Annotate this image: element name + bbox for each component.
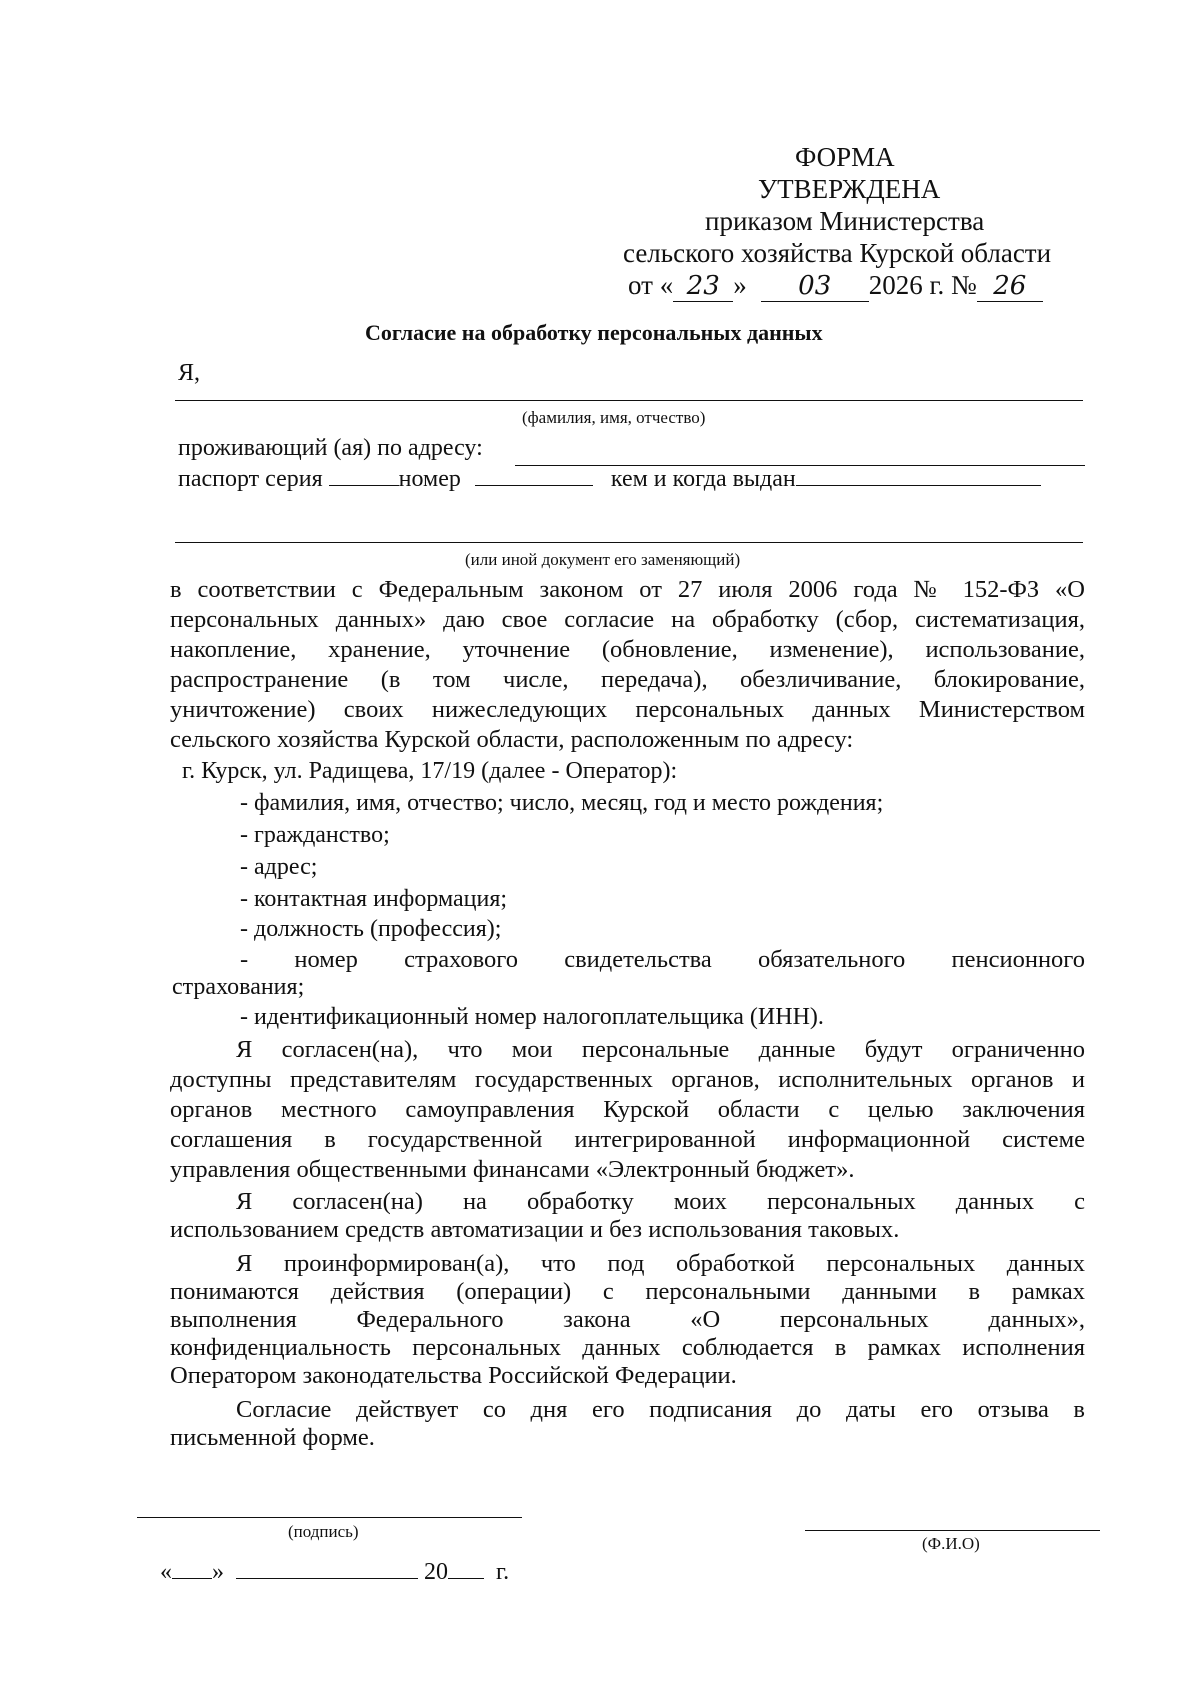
- p1-line-2: персональных данных» даю свое согласие на обработку (сбор, систематизация,: [170, 606, 1085, 633]
- list-item: - должность (профессия);: [240, 916, 502, 942]
- approval-line-4: сельского хозяйства Курской области: [623, 238, 1052, 268]
- p2-line-3: органов местного самоуправления Курской области с целью заключения: [170, 1096, 1085, 1123]
- date-prefix: от «: [628, 270, 674, 300]
- list-item: - фамилия, имя, отчество; число, месяц, год и место рождения;: [240, 790, 884, 816]
- date-mid: »: [733, 270, 747, 300]
- address-label: проживающий (ая) по адресу:: [178, 435, 483, 461]
- date-close-quote: »: [212, 1559, 224, 1585]
- signature-date: [160, 1558, 509, 1586]
- i-label: Я,: [178, 360, 201, 386]
- list-item: - гражданство;: [240, 822, 390, 848]
- fio-signature-line: [805, 1530, 1100, 1531]
- page-title: Согласие на обработку персональных данных: [365, 320, 823, 345]
- passport-row: [178, 465, 1041, 493]
- passport-series-blank: [329, 465, 399, 486]
- p5-line-2: письменной форме.: [170, 1424, 375, 1451]
- year-prefix: 20: [424, 1559, 448, 1585]
- list-item-6-line-1: - номер страхового свидетельства обязательного пенсионного: [240, 946, 1085, 973]
- doc-caption: (или иной документ его заменяющий): [465, 550, 741, 569]
- p4-line-4: конфиденциальность персональных данных соблюдается в рамках исполнения: [170, 1334, 1085, 1361]
- p3-line-1: Я согласен(на) на обработку моих персональных данных с: [236, 1188, 1085, 1215]
- issued-by-label: кем и когда выдан: [610, 466, 796, 492]
- p2-line-2: доступны представителям государственных органов, исполнительных органов и: [170, 1066, 1085, 1093]
- p4-line-1: Я проинформирован(а), что под обработкой персональных данных: [236, 1250, 1085, 1277]
- approval-line-3: приказом Министерства: [705, 206, 985, 236]
- document-line: [175, 542, 1083, 543]
- p2-line-1: Я согласен(на), что мои персональные данные будут ограниченно: [236, 1036, 1085, 1063]
- handwritten-order-number: 26: [977, 271, 1043, 302]
- date-open-quote: «: [160, 1559, 172, 1585]
- p2-line-5: управления общественными финансами «Электронный бюджет».: [170, 1156, 855, 1183]
- p1-line-4: распространение (в том числе, передача), обезличивание, блокирование,: [170, 666, 1085, 693]
- list-item: - адрес;: [240, 854, 318, 880]
- p1-line-1: в соответствии с Федеральным законом от 27 июля 2006 года № 152-ФЗ «О: [170, 576, 1085, 603]
- p2-line-4: соглашения в государственной интегрированной информационной системе: [170, 1126, 1085, 1153]
- p1-line-3: накопление, хранение, уточнение (обновление, изменение), использование,: [170, 636, 1085, 663]
- signature-caption: (подпись): [288, 1522, 359, 1541]
- year-suffix: г.: [496, 1559, 510, 1585]
- approval-line-1: ФОРМА: [795, 142, 895, 172]
- issued-by-blank: [796, 465, 1041, 486]
- fio-line: [175, 400, 1083, 401]
- handwritten-month: 03: [761, 271, 869, 302]
- list-item: - контактная информация;: [240, 886, 508, 912]
- p4-line-2: понимаются действия (операции) с персональными данными в рамках: [170, 1278, 1085, 1305]
- p4-line-5: Оператором законодательства Российской Федерации.: [170, 1362, 737, 1389]
- passport-number-label: номер: [398, 466, 461, 492]
- signature-line: [137, 1517, 522, 1518]
- approval-line-2: УТВЕРЖДЕНА: [758, 174, 941, 204]
- list-item-6-line-2: страхования;: [172, 974, 305, 1000]
- passport-number-blank: [475, 465, 593, 486]
- p5-line-1: Согласие действует со дня его подписания до даты его отзыва в: [236, 1396, 1085, 1423]
- p3-line-2: использованием средств автоматизации и без использования таковых.: [170, 1216, 900, 1243]
- approval-date-line: [628, 268, 1043, 302]
- list-item: - идентификационный номер налогоплательщика (ИНН).: [240, 1004, 824, 1030]
- p1-line-5: уничтожение) своих нижеследующих персональных данных Министерством: [170, 696, 1085, 723]
- handwritten-day: 23: [673, 271, 733, 302]
- sign-month-blank: [236, 1558, 418, 1579]
- p1-line-6: сельского хозяйства Курской области, расположенным по адресу:: [170, 726, 854, 753]
- year-text: 2026 г. №: [868, 270, 977, 300]
- p4-line-3: выполнения Федерального закона «О персональных данных»,: [170, 1306, 1085, 1333]
- operator-address: г. Курск, ул. Радищева, 17/19 (далее - Оператор):: [182, 758, 678, 784]
- passport-series-label: паспорт серия: [178, 466, 323, 492]
- sign-year-blank: [448, 1558, 484, 1579]
- fio-signature-caption: (Ф.И.О): [922, 1534, 980, 1553]
- sign-day-blank: [172, 1558, 212, 1579]
- fio-caption: (фамилия, имя, отчество): [522, 408, 706, 427]
